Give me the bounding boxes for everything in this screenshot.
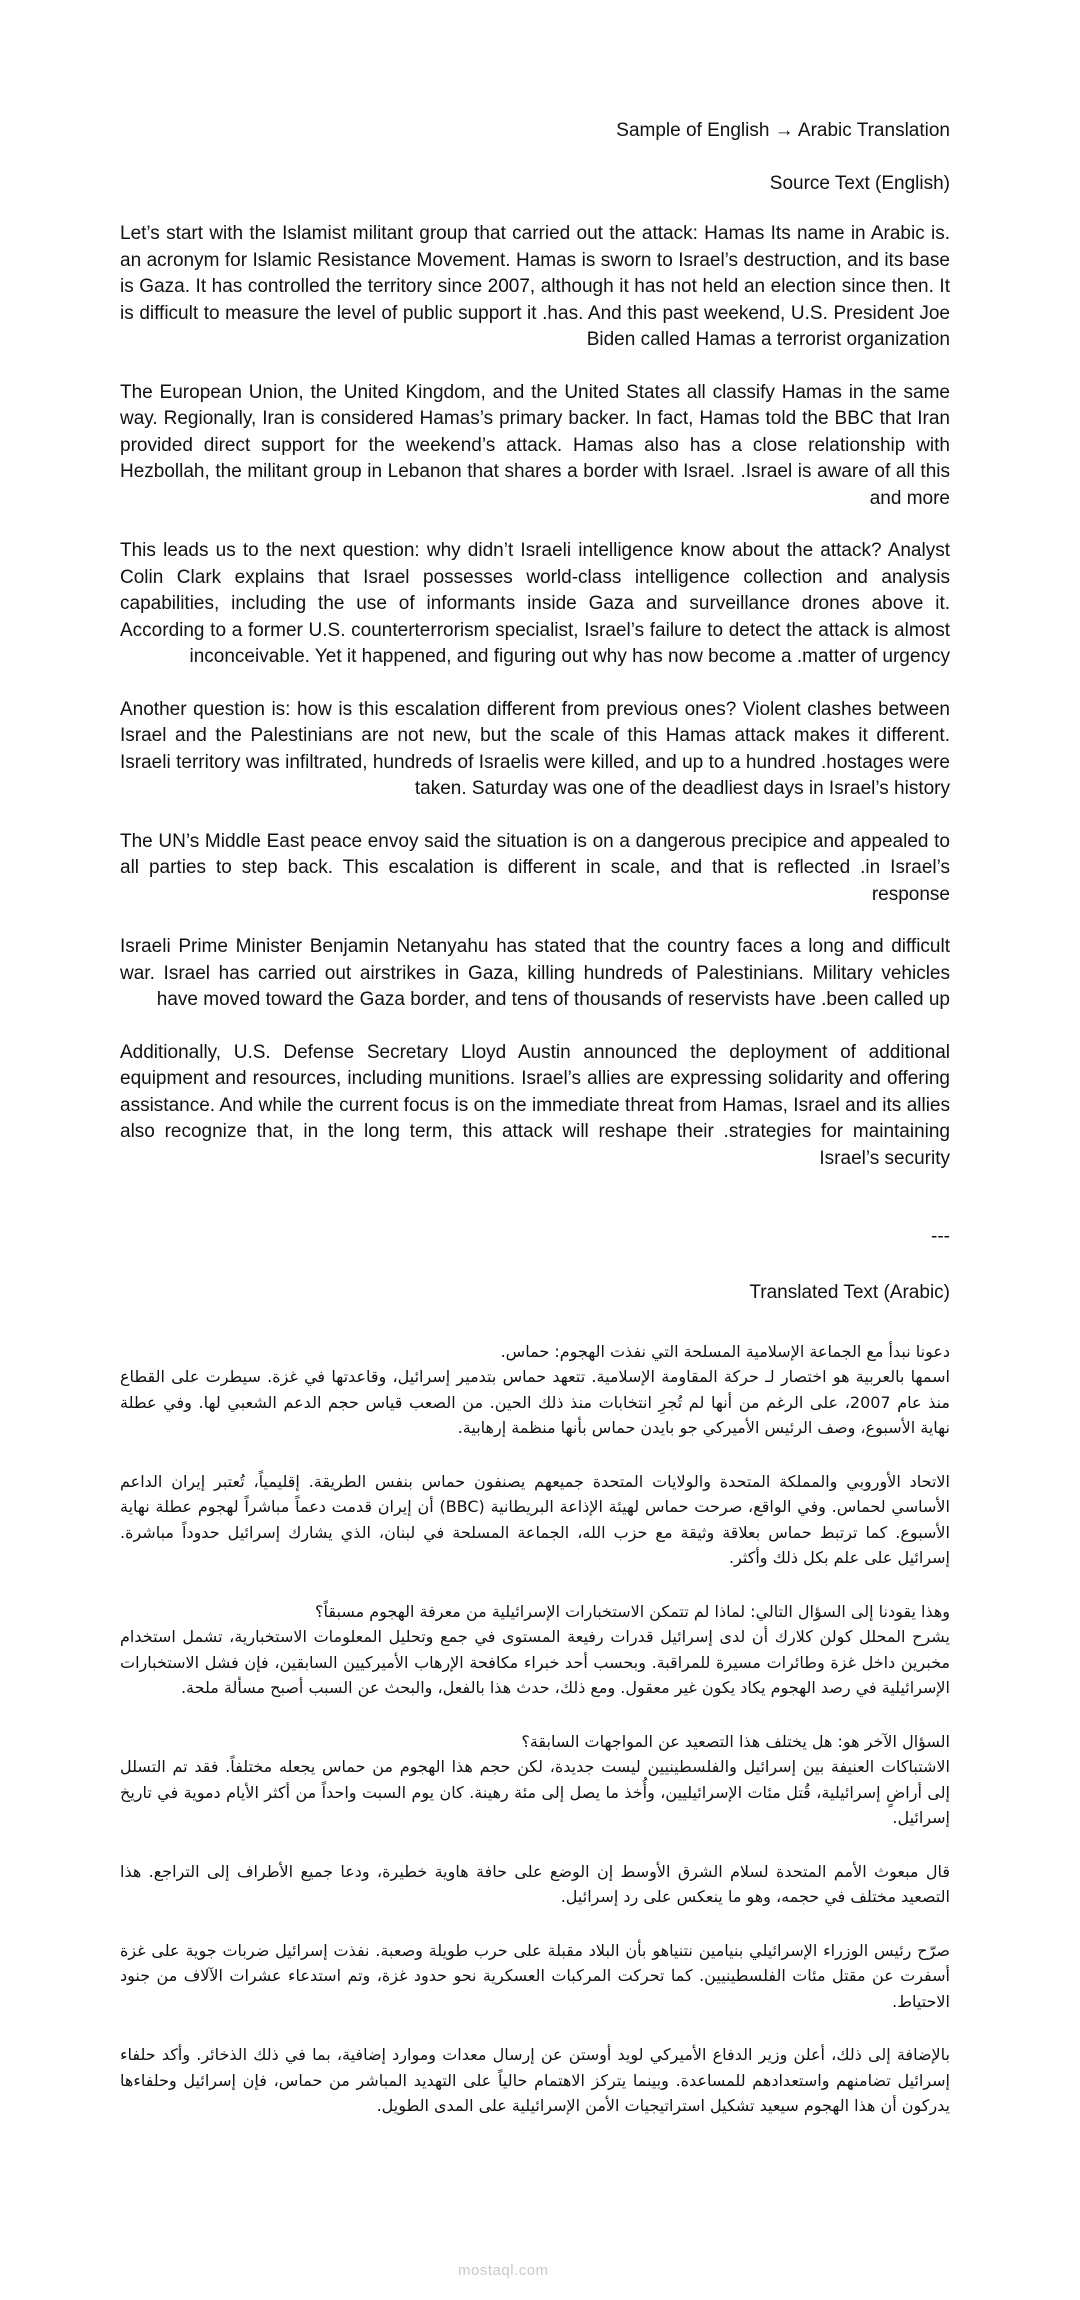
document-page: [120, 110, 950, 2147]
translated-paragraph-6: [120, 1938, 950, 2015]
translated-paragraph-heading: دعونا نبدأ مع الجماعة الإسلامية المسلحة التي نفذت الهجوم: حماس.: [500, 1341, 950, 1361]
translated-text-label: (Translated Text (Arabic: [749, 1282, 950, 1303]
translated-paragraph-5: [120, 1859, 950, 1910]
translated-paragraph-body: يشرح المحلل كولن كلارك أن لدى إسرائيل قدرات رفيعة المستوى في جمع وتحليل المعلومات الاستخبارية، تشمل استخدام مخبرين داخل غزة وطائرات مسيرة للمراقبة. وبحسب أحد خبراء مكافحة الإرهاب الأميركيين السابقين، فإن فشل الاستخبارات الإسرائيلية في رصد الهجوم يكاد يكون غير معقول. ومع ذلك، حدث هذا بالفعل، والبحث عن السبب أصبح مسألة ملحة.: [120, 1627, 950, 1697]
watermark-text: mostaql.com: [458, 2262, 549, 2279]
translated-paragraph-heading: السؤال الآخر هو: هل يختلف هذا التصعيد عن المواجهات السابقة؟: [521, 1731, 950, 1751]
section-divider: ---: [931, 1226, 950, 1247]
translated-paragraph-body: الاشتباكات العنيفة بين إسرائيل والفلسطينيين ليست جديدة، لكن حجم هذا الهجوم من حماس يجعله مختلفاً. فقد تم التسلل إلى أراضٍ إسرائيلية، قُتل مئات الإسرائيليين، وأُخذ ما يصل إلى مئة رهينة. كان يوم السبت واحداً من أكثر الأيام دموية في تاريخ إسرائيل.: [120, 1757, 950, 1827]
translated-paragraph-body: اسمها بالعربية هو اختصار لـ حركة المقاومة الإسلامية. تتعهد حماس بتدمير إسرائيل، وقاعدتها في غزة. سيطرت على القطاع منذ عام 2007، على الرغم من أنها لم تُجرِ انتخابات منذ ذلك الحين. من الصعب قياس حجم الدعم الشعبي لها. وفي عطلة نهاية الأسبوع، وصف الرئيس الأميركي جو بايدن حماس بأنها منظمة إرهابية.: [120, 1367, 950, 1437]
translated-paragraph-body: قال مبعوث الأمم المتحدة لسلام الشرق الأوسط إن الوضع على حافة هاوية خطيرة، ودعا جميع الأطراف إلى التراجع. هذا التصعيد مختلف في حجمه، وهو ما ينعكس على رد إسرائيل.: [120, 1861, 950, 1906]
source-text-label: (Source Text (English: [769, 172, 950, 194]
source-paragraph-7: Additionally, U.S. Defense Secretary Lloyd Austin announced the deployment of additional equipment and resources, including munitions. Israel’s allies are expressing solidarity and offering assistance. And while the current focus is on the immediate threat from Hamas, Israel and its allies also recognize that, in the long term, this attack will reshape their .strategies for maintaining Israel’s security: [120, 1041, 950, 1169]
document-title: Sample of English → Arabic Translation: [616, 120, 950, 141]
translated-paragraph-body: الاتحاد الأوروبي والمملكة المتحدة والولايات المتحدة جميعهم يصنفون حماس بنفس الطريقة. إقليمياً، تُعتبر إيران الداعم الأساسي لحماس. وفي الواقع، صرحت حماس لهيئة الإذاعة البريطانية (BBC) أن إيران قدمت دعماً مباشراً لهجوم عطلة نهاية الأسبوع. كما ترتبط حماس بعلاقة وثيقة مع حزب الله، الجماعة المسلحة في لبنان، الذي يشارك إسرائيل حدوداً مباشرة. إسرائيل على علم بكل ذلك وأكثر.: [120, 1471, 951, 1567]
source-paragraph-6: Israeli Prime Minister Benjamin Netanyahu has stated that the country faces a long and difficult war. Israel has carried out airstrikes in Gaza, killing hundreds of Palestinians. Military vehicles have moved toward the Gaza border, and tens of thousands of reservists have .been called up: [120, 936, 950, 1010]
source-paragraph-2: The European Union, the United Kingdom, and the United States all classify Hamas in the same way. Regionally, Iran is considered Hamas’s primary backer. In fact, Hamas told the BBC that Iran provided direct support for the weekend’s attack. Hamas also has a close relationship with Hezbollah, the militant group in Lebanon that shares a border with Israel. .Israel is aware of all this and more: [120, 381, 950, 509]
translated-paragraph-body: بالإضافة إلى ذلك، أعلن وزير الدفاع الأميركي لويد أوستن عن إرسال معدات وموارد إضافية، بما في ذلك الذخائر. وأكد حلفاء إسرائيل تضامنهم واستعدادهم للمساعدة. وبينما يتركز الاهتمام حالياً على التهديد المباشر من حماس، فإن إسرائيل وحلفاءها يدركون أن هذا الهجوم سيعيد تشكيل استراتيجيات الأمن الإسرائيلية على المدى الطويل.: [120, 2045, 950, 2115]
source-paragraph-4: Another question is: how is this escalation different from previous ones? Violent clashes between Israel and the Palestinians are not new, but the scale of this Hamas attack makes it different. Israeli territory was infiltrated, hundreds of Israelis were killed, and up to a hundred .hostages were taken. Saturday was one of the deadliest days in Israel’s history: [120, 698, 950, 799]
translated-paragraph-7: [120, 2042, 950, 2119]
source-paragraph-3: This leads us to the next question: why didn’t Israeli intelligence know about the attack? Analyst Colin Clark explains that Israel possesses world-class intelligence collection and analysis capabilities, including the use of informants inside Gaza and surveillance drones above it. According to a former U.S. counterterrorism specialist, Israel’s failure to detect the attack is almost inconceivable. Yet it happened, and figuring out why has now become a .matter of urgency: [120, 540, 950, 667]
translated-paragraph-4: [120, 1729, 950, 1831]
translated-paragraph-3: [120, 1599, 950, 1701]
source-paragraph-1: .Let’s start with the Islamist militant group that carried out the attack: Hamas Its name in Arabic is an acronym for Islamic Resistance Movement. Hamas is sworn to Israel’s destruction, and its base is Gaza. It has controlled the territory since 2007, although it has not held an election since then. It is difficult to measure the level of public support it .has. And this past weekend, U.S. President Joe Biden called Hamas a terrorist organization: [120, 223, 950, 350]
translated-paragraph-body: صرّح رئيس الوزراء الإسرائيلي بنيامين نتنياهو بأن البلاد مقبلة على حرب طويلة وصعبة. نفذت إسرائيل ضربات جوية على غزة أسفرت عن مقتل مئات الفلسطينيين. كما تحركت المركبات العسكرية نحو حدود غزة، وتم استدعاء عشرات الآلاف من جنود الاحتياط.: [120, 1940, 950, 2011]
translated-paragraph-2: [120, 1469, 950, 1571]
translated-paragraph-heading: وهذا يقودنا إلى السؤال التالي: لماذا لم تتمكن الاستخبارات الإسرائيلية من معرفة الهجوم مسبقاً؟: [315, 1601, 950, 1621]
translated-paragraph-1: [120, 1339, 950, 1441]
source-paragraph-5: The UN’s Middle East peace envoy said the situation is on a dangerous precipice and appealed to all parties to step back. This escalation is different in scale, and that is reflected .in Israel’s response: [120, 830, 950, 905]
